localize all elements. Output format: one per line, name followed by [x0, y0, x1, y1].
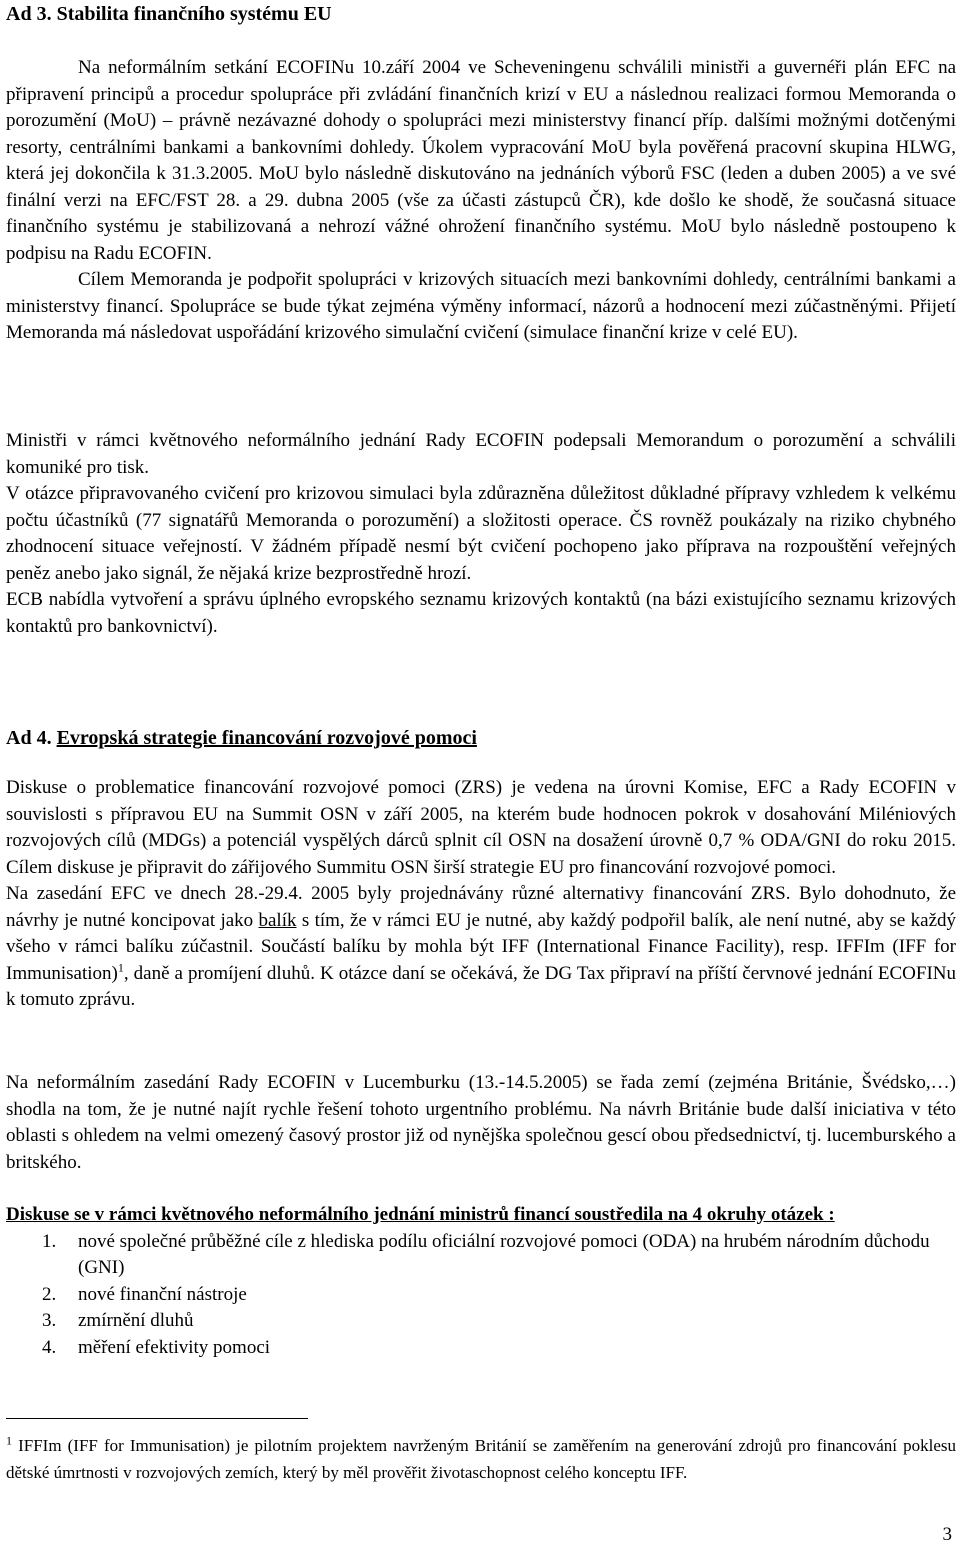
- section4-ecofin: [6, 1070, 956, 1176]
- page-number: 3: [942, 1524, 952, 1545]
- section3-paragraph-1: Na neformálním setkání ECOFINu 10.září 2004 ve Scheveningenu schválili ministři a guvernéři plán EFC na připravení principů a procedur spolupráce při zvládání finančních krizí v EU a následnou realizaci formou Memoranda o porozumění (MoU) – právně nezávazné dohody o spolupráci mezi ministerstvy financí příp. dalšími možnými dotčenými resorty, centrálními bankami a bankovními dohledy. Úkolem vypracování MoU byla pověřená pracovní skupina HLWG, která jej dokončila k 31.3.2005. MoU bylo následně diskutováno na jednáních výborů FSC (leden a duben 2005) a ve své finální verzi na EFC/FST 28. a 29. dubna 2005 (vše za účasti zástupců ČR), kde došlo ke shodě, že současná situace finančního systému je stabilizovaná a nehrozí vážné ohrožení finančního systému. MoU bylo následně postoupeno k podpisu na Radu ECOFIN.: [6, 57, 956, 264]
- section3-heading: Ad 3. Stabilita finančního systému EU: [6, 3, 332, 25]
- footnote-mark: 1: [6, 1433, 12, 1448]
- section4-heading-title: Evropská strategie financování rozvojové pomoci: [56, 727, 477, 749]
- section4-heading-prefix: Ad 4.: [6, 727, 57, 749]
- list-item: 1. nové společné průběžné cíle z hlediska podílu oficiální rozvojové pomoci (ODA) na hrubém národním důchodu (GNI): [42, 1230, 930, 1278]
- section3-outcomes: [6, 428, 956, 640]
- footnote: [6, 1432, 956, 1486]
- underlined-word: balík: [258, 909, 297, 931]
- section3-paragraph-4: V otázce připravovaného cvičení pro krizovou simulaci byla zdůrazněna důležitost důkladné přípravy vzhledem k velkému počtu účastníků (77 signatářů Memoranda o porozumění) a složitosti operace. ČS rovněž poukázaly na riziko chybného zhodnocení situace veřejností. V žádném případě nesmí být cvičení pochopeno jako příprava na rozpouštění veřejných peněz anebo jako signál, že nějaká krize bezprostředně hrozí.: [6, 483, 956, 584]
- section4-paragraph-3: Na neformálním zasedání Rady ECOFIN v Lucemburku (13.-14.5.2005) se řada zemí (zejména Británie, Švédsko,…) shodla na tom, že je nutné najít rychle řešení tohoto urgentního problému. Na návrh Británie bude další iniciativa v této oblasti s ohledem na velmi omezený časový prostor již od nynějška společnou gescí obou předsednictví, tj. lucemburského a britského.: [6, 1072, 956, 1173]
- list-item: 3. zmírnění dluhů: [42, 1310, 194, 1331]
- section4-heading: [6, 725, 477, 751]
- section3-paragraph-3: Ministři v rámci květnového neformálního jednání Rady ECOFIN podepsali Memorandum o porozumění a schválili komuniké pro tisk.: [6, 430, 956, 478]
- footnote-reference[interactable]: 1: [117, 960, 124, 975]
- list-item: 2. nové finanční nástroje: [42, 1283, 247, 1305]
- section3-paragraph-5: ECB nabídla vytvoření a správu úplného evropského seznamu krizových kontaktů (na bázi existujícího seznamu krizových kontaktů pro bankovnictví).: [6, 589, 956, 637]
- list-item: 4. měření efektivity pomoci: [42, 1336, 271, 1358]
- footnote-separator: [6, 1418, 308, 1419]
- section4-discussion: [6, 1202, 956, 1361]
- section4-body: [6, 775, 956, 1014]
- section4-paragraph-2: Na zasedání EFC ve dnech 28.-29.4. 2005 byly projednávány různé alternativy financování ZRS. Bylo dohodnuto, že návrhy je nutné koncipovat jako balík s tím, že v rámci EU je nutné, aby každý podpořil balík, ale není nutné, aby se každý všeho v rámci balíku zúčastnil. Součástí balíku by mohla být IFF (International Finance Facility), resp. IFFIm (IFF for Immunisation)$^1$, daně a promíjení dluhů. K otázce daní se očekává, že DG Tax připraví na příští červnové jednání ECOFINu k tomuto zprávu.: [6, 883, 956, 1010]
- discussion-list: [6, 1229, 956, 1362]
- section4-paragraph-1: Diskuse o problematice financování rozvojové pomoci (ZRS) je vedena na úrovni Komise, EFC a Rady ECOFIN v souvislosti s přípravou EU na Summit OSN v září 2005, na kterém bude hodnocen pokrok v dosahování Miléniových rozvojových cílů (MDGs) a potenciál vyspělých dárců splnit cíl OSN na dosažení úrovně 0,7 % ODA/GNI do roku 2015. Cílem diskuse je připravit do zářijového Summitu OSN širší strategie EU pro financování rozvojové pomoci.: [6, 777, 956, 878]
- footnote-text: IFFIm (IFF for Immunisation) je pilotním projektem navrženým Británií se zaměřením na generování zdrojů pro financování poklesu dětské úmrtnosti v rozvojových zemích, který by měl prověřit životaschopnost celého konceptu IFF.: [6, 1436, 956, 1482]
- discussion-heading: Diskuse se v rámci květnového neformálního jednání ministrů financí soustředila na 4 okruhy otázek :: [6, 1204, 835, 1225]
- section3-intro: [6, 55, 956, 347]
- section3-paragraph-2: Cílem Memoranda je podpořit spolupráci v krizových situacích mezi bankovními dohledy, centrálními bankami a ministerstvy financí. Spolupráce se bude týkat zejména výměny informací, názorů a hodnocení mezi zúčastněnými. Přijetí Memoranda má následovat uspořádání krizového simulační cvičení (simulace finanční krize v celé EU).: [6, 269, 956, 343]
